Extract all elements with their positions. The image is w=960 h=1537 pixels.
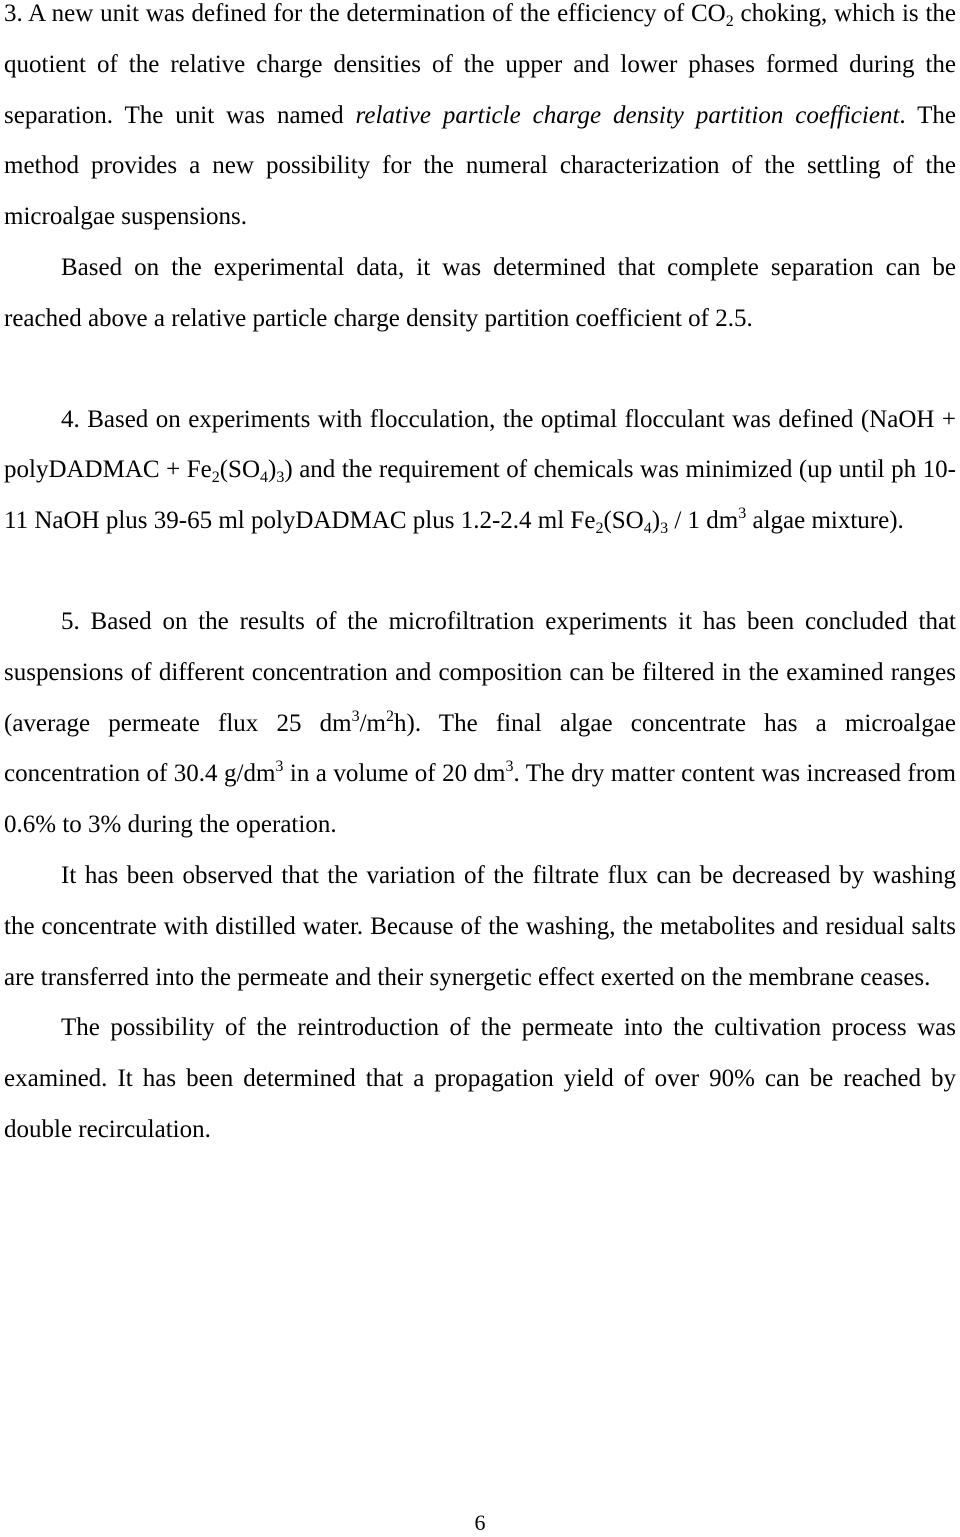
paragraph-6: It has been observed that the variation of the filtrate flux can be decreased by washing the concentrate with distilled water. Because of the washing, the metabolites and residual salts are transferred into the permeate and their synergetic effect exerted on the membrane ceases.: [4, 861, 956, 991]
paragraph-5-text-c: h). The final algae concentrate has a microalgae concentration of 30.4 g/dm: [4, 709, 956, 788]
page-number: 6: [474, 1510, 486, 1535]
subscript: 4: [260, 469, 269, 487]
subscript: 3: [276, 469, 285, 487]
document-page: [4, 0, 956, 1156]
paragraph-7: The possibility of the reintroduction of the permeate into the cultivation process was examined. It has been determined that a propagation yield of over 90% can be reached by double recirculation.: [4, 1014, 956, 1143]
subscript: 4: [643, 520, 652, 538]
subscript: 3: [660, 520, 669, 538]
paragraph-gap: [4, 547, 956, 597]
paragraph-4: [4, 395, 956, 547]
paragraph-4-text-g: / 1 dm: [668, 507, 739, 535]
paragraph-4-text-e: (SO: [603, 507, 644, 535]
subscript: 2: [595, 520, 604, 538]
paragraph-5-text-e: . The dry matter content was increased from 0.6% to 3% during the operation.: [4, 760, 957, 839]
subscript: 2: [211, 469, 220, 487]
paragraph-5-text-b: /m: [359, 709, 386, 737]
italic-term: relative particle charge density partition coefficient: [355, 101, 900, 129]
superscript: 3: [505, 758, 514, 776]
paragraph-4-text-f: ): [651, 507, 661, 535]
paragraph-5-text-a: 5. Based on the results of the microfiltration experiments it has been concluded that suspensions of different concentration and composition can be filtered in the examined ranges (average permeate flux 25 dm: [4, 607, 956, 737]
superscript: 3: [351, 707, 360, 725]
paragraph-4-text-c: ): [268, 456, 277, 484]
paragraph-3: [4, 0, 956, 243]
paragraph-4-text-b: (SO: [219, 456, 261, 484]
superscript: 3: [738, 505, 747, 523]
paragraph-4-text-a: 4. Based on experiments with flocculation, the optimal flocculant was defined (NaOH + polyDADMAC + Fe: [4, 405, 956, 484]
superscript: 3: [275, 758, 284, 776]
paragraph-4-text-h: algae mixture).: [746, 507, 904, 535]
paragraph-gap: [4, 345, 956, 395]
paragraph-3-intro: 3. A new unit was defined for the determination of the efficiency of CO: [4, 0, 726, 27]
paragraph-3-tail: . The method provides a new possibility for the numeral characterization of the settling of the microalgae suspensions.: [4, 101, 957, 231]
paragraph-5: [4, 597, 956, 851]
paragraph-4-text-d: ) and the requirement of chemicals was minimized (up until ph 10-11 NaOH plus 39-65 ml polyDADMAC plus 1.2-2.4 ml Fe: [4, 456, 956, 535]
co2-subscript: 2: [725, 13, 734, 30]
superscript: 2: [386, 707, 394, 725]
paragraph-5-text-d: in a volume of 20 dm: [283, 760, 506, 788]
paragraph-3-body: choking, which is the quotient of the relative charge densities of the upper and lower phases formed during the separation. The unit was named: [4, 0, 956, 129]
paragraph-3b: Based on the experimental data, it was determined that complete separation can be reached above a relative particle charge density partition coefficient of 2.5.: [4, 253, 956, 332]
